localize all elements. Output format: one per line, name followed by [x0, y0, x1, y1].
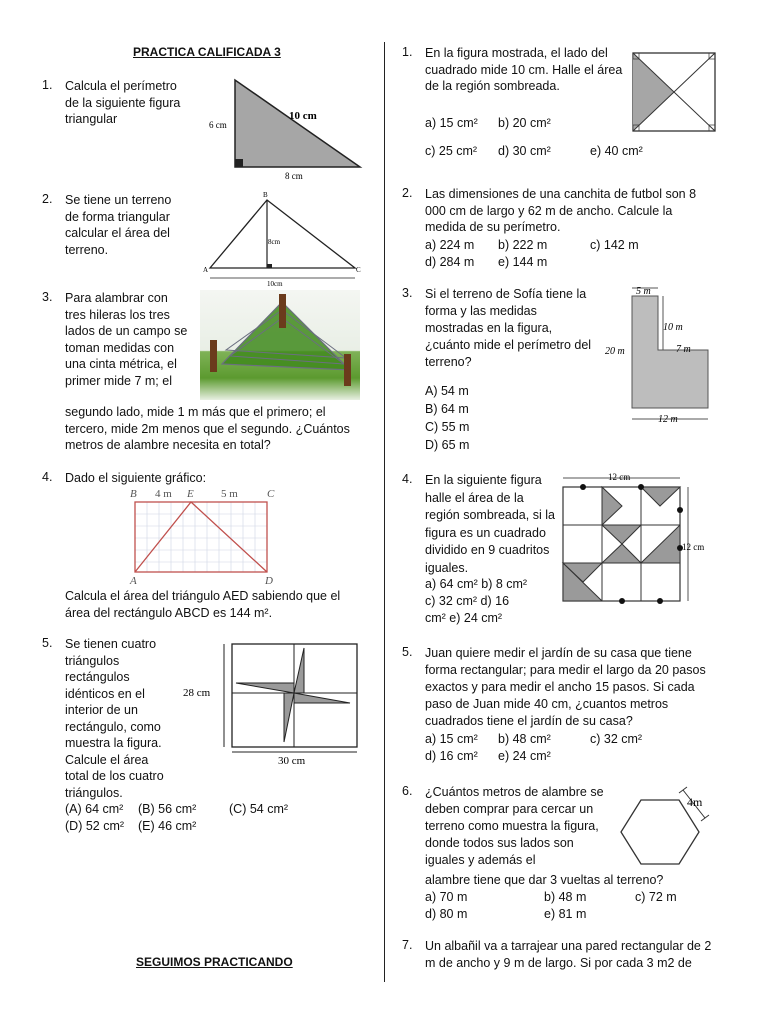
question-number: 7. — [402, 938, 413, 952]
option-d: d) 30 cm² — [498, 144, 551, 158]
question-text: En la siguiente figura halle el área de la región sombreada, si la figura es un cuadrado dividido en 9 cuadritos iguales. — [425, 473, 555, 575]
question-number: 4. — [42, 470, 53, 484]
option-a: a) 70 m — [425, 890, 468, 904]
page-title: PRACTICA CALIFICADA 3 — [133, 45, 281, 59]
bottom-label: 12 m — [658, 414, 678, 425]
question-number: 5. — [42, 636, 53, 650]
question-text: Las dimensiones de una canchita de futbol son 8 000 cm de largo y 62 m de ancho. Calcule la medida de su perímetro. — [425, 187, 697, 234]
question-text: Dado el siguiente gráfico: — [65, 471, 207, 485]
question-text: Juan quiere medir el jardín de su casa que tiene forma rectangular; para medir el largo da 20 pasos exactos y para medir el ancho 15 pasos. Si cada paso de Juan mide 40 cm, ¿cuantos metros cuadrados tiene el jardín de su casa? — [425, 646, 706, 728]
section-footer-title: SEGUIMOS PRACTICANDO — [136, 955, 293, 969]
left-label: 20 m — [605, 346, 625, 357]
label-c: C — [267, 488, 275, 500]
question-text-continued: alambre tiene que dar 3 vueltas al terreno? — [425, 873, 664, 887]
option-d: D) 65 m — [425, 438, 470, 452]
option-b: b) 48 m — [544, 890, 587, 904]
triangle-shape — [235, 80, 360, 167]
option-b: b) 48 cm² — [498, 732, 551, 746]
question-number: 1. — [402, 45, 413, 59]
question-text: Se tienen cuatro triángulos rectángulos idénticos en el interior de un rectángulo, como muestra la figura. Calcule el área total de los cuatro triángulos. — [65, 637, 164, 800]
option-c: C) 55 m — [425, 420, 470, 434]
fence-post — [344, 354, 351, 386]
fence-illustration — [200, 290, 360, 400]
four-triangles-figure — [180, 638, 365, 768]
option-d: (D) 52 cm² — [65, 819, 125, 833]
label-ec: 5 m — [221, 488, 238, 500]
option-a: a) 15 cm² — [425, 732, 478, 746]
base-label: 8 cm — [285, 171, 303, 181]
triangle-outline — [210, 200, 355, 268]
hexagon-figure — [615, 784, 715, 868]
vertex-b: B — [263, 191, 268, 199]
question-text: Para alambrar con tres hileras los tres lados de un campo se toman medidas con una cinta métrica, el primer mide 7 m; el — [65, 291, 188, 388]
inner-vertical-label: 10 m — [663, 322, 683, 333]
option-a: a) 15 cm² — [425, 116, 478, 130]
question-text: Calcula el perímetro de la siguiente figura triangular — [65, 79, 181, 126]
hypotenuse-label: 10 cm — [289, 110, 317, 122]
option-c: (C) 54 cm² — [229, 802, 289, 816]
option-d: d) 16 cm² — [425, 749, 478, 763]
label-d: D — [265, 575, 273, 586]
option-d: d) 284 m — [425, 255, 475, 269]
label-e: E — [187, 488, 194, 500]
rectangle-abcd — [135, 502, 267, 572]
height-label: 28 cm — [183, 687, 211, 699]
option-e: (E) 46 cm² — [138, 819, 197, 833]
nine-squares-figure — [558, 470, 713, 608]
column-divider — [384, 42, 385, 982]
hexagon-shape — [621, 800, 699, 864]
triangle-height-figure — [200, 188, 365, 290]
inner-horizontal-label: 7 m — [676, 344, 691, 355]
label-a: A — [130, 575, 137, 586]
question-number: 4. — [402, 472, 413, 486]
right-angle-mark — [267, 264, 272, 268]
option-e: e) 144 m — [498, 255, 548, 269]
option-b: B) 64 m — [425, 402, 469, 416]
option-a: A) 54 m — [425, 384, 469, 398]
question-text: Se tiene un terreno de forma triangular calcular el área del terreno. — [65, 193, 172, 257]
label-b: B — [130, 488, 137, 500]
rectangle-aed-figure — [125, 484, 285, 586]
option-c: c) 142 m — [590, 238, 639, 252]
question-number: 1. — [42, 78, 53, 92]
option-c: c) 32 cm² — [590, 732, 643, 746]
option-e: e) 81 m — [544, 907, 587, 921]
options-line-2: c) 32 cm² d) 16 — [425, 594, 510, 608]
width-label: 30 cm — [278, 755, 306, 767]
right-triangle-figure — [205, 75, 370, 183]
option-e: e) 40 cm² — [590, 144, 643, 158]
option-e: e) 24 cm² — [498, 749, 551, 763]
question-number: 3. — [42, 290, 53, 304]
option-c: c) 25 cm² — [425, 144, 478, 158]
question-number: 2. — [42, 192, 53, 206]
side-label: 6 cm — [209, 120, 227, 130]
option-d: d) 80 m — [425, 907, 468, 921]
top-dimension-label: 12 cm — [608, 472, 631, 482]
question-text-continued: Calcula el área del triángulo AED sabiendo que el área del rectángulo ABCD es 144 m². — [65, 589, 341, 620]
question-text: Un albañil va a tarrajear una pared rectangular de 2 m de ancho y 9 m de largo. Si por cada 3 m2 de — [425, 939, 712, 970]
options-line-3: cm² e) 24 cm² — [425, 611, 503, 625]
option-b: (B) 56 cm² — [138, 802, 197, 816]
option-a: a) 224 m — [425, 238, 475, 252]
option-c: c) 72 m — [635, 890, 677, 904]
right-dimension-label: 12 cm — [682, 542, 705, 552]
height-label: 8cm — [268, 238, 281, 246]
question-text: En la figura mostrada, el lado del cuadrado mide 10 cm. Halle el área de la región sombreada. — [425, 46, 623, 93]
label-be: 4 m — [155, 488, 172, 500]
fence-post — [279, 294, 286, 328]
option-b: b) 20 cm² — [498, 116, 551, 130]
option-a: (A) 64 cm² — [65, 802, 124, 816]
vertex-c: C — [356, 266, 361, 274]
question-number: 2. — [402, 186, 413, 200]
right-angle-mark — [235, 159, 243, 167]
question-number: 3. — [402, 286, 413, 300]
options-line-1: a) 64 cm² b) 8 cm² — [425, 577, 528, 591]
question-number: 5. — [402, 645, 413, 659]
side-label: 4m — [687, 795, 703, 809]
terrain-shape — [632, 296, 708, 408]
field-photo — [200, 290, 360, 400]
question-text-continued: segundo lado, mide 1 m más que el primero; el tercero, mide 2m menos que el segundo. ¿Cuántos metros de alambre necesita en total? — [65, 405, 350, 452]
question-number: 6. — [402, 784, 413, 798]
base-label: 10cm — [267, 280, 283, 288]
l-shape-terrain-figure — [600, 282, 715, 430]
fence-post — [210, 340, 217, 372]
square-figure — [630, 50, 720, 134]
question-text: Si el terreno de Sofía tiene la forma y las medidas mostradas en la figura, ¿cuánto mide el perímetro del terreno? — [425, 287, 592, 369]
triangle-aed — [135, 502, 267, 572]
option-b: b) 222 m — [498, 238, 548, 252]
top-label: 5 m — [636, 286, 651, 297]
vertex-a: A — [203, 266, 209, 274]
question-text: ¿Cuántos metros de alambre se deben comprar para cercar un terreno como muestra la figura, donde todos sus lados son iguales y además el — [425, 785, 604, 867]
